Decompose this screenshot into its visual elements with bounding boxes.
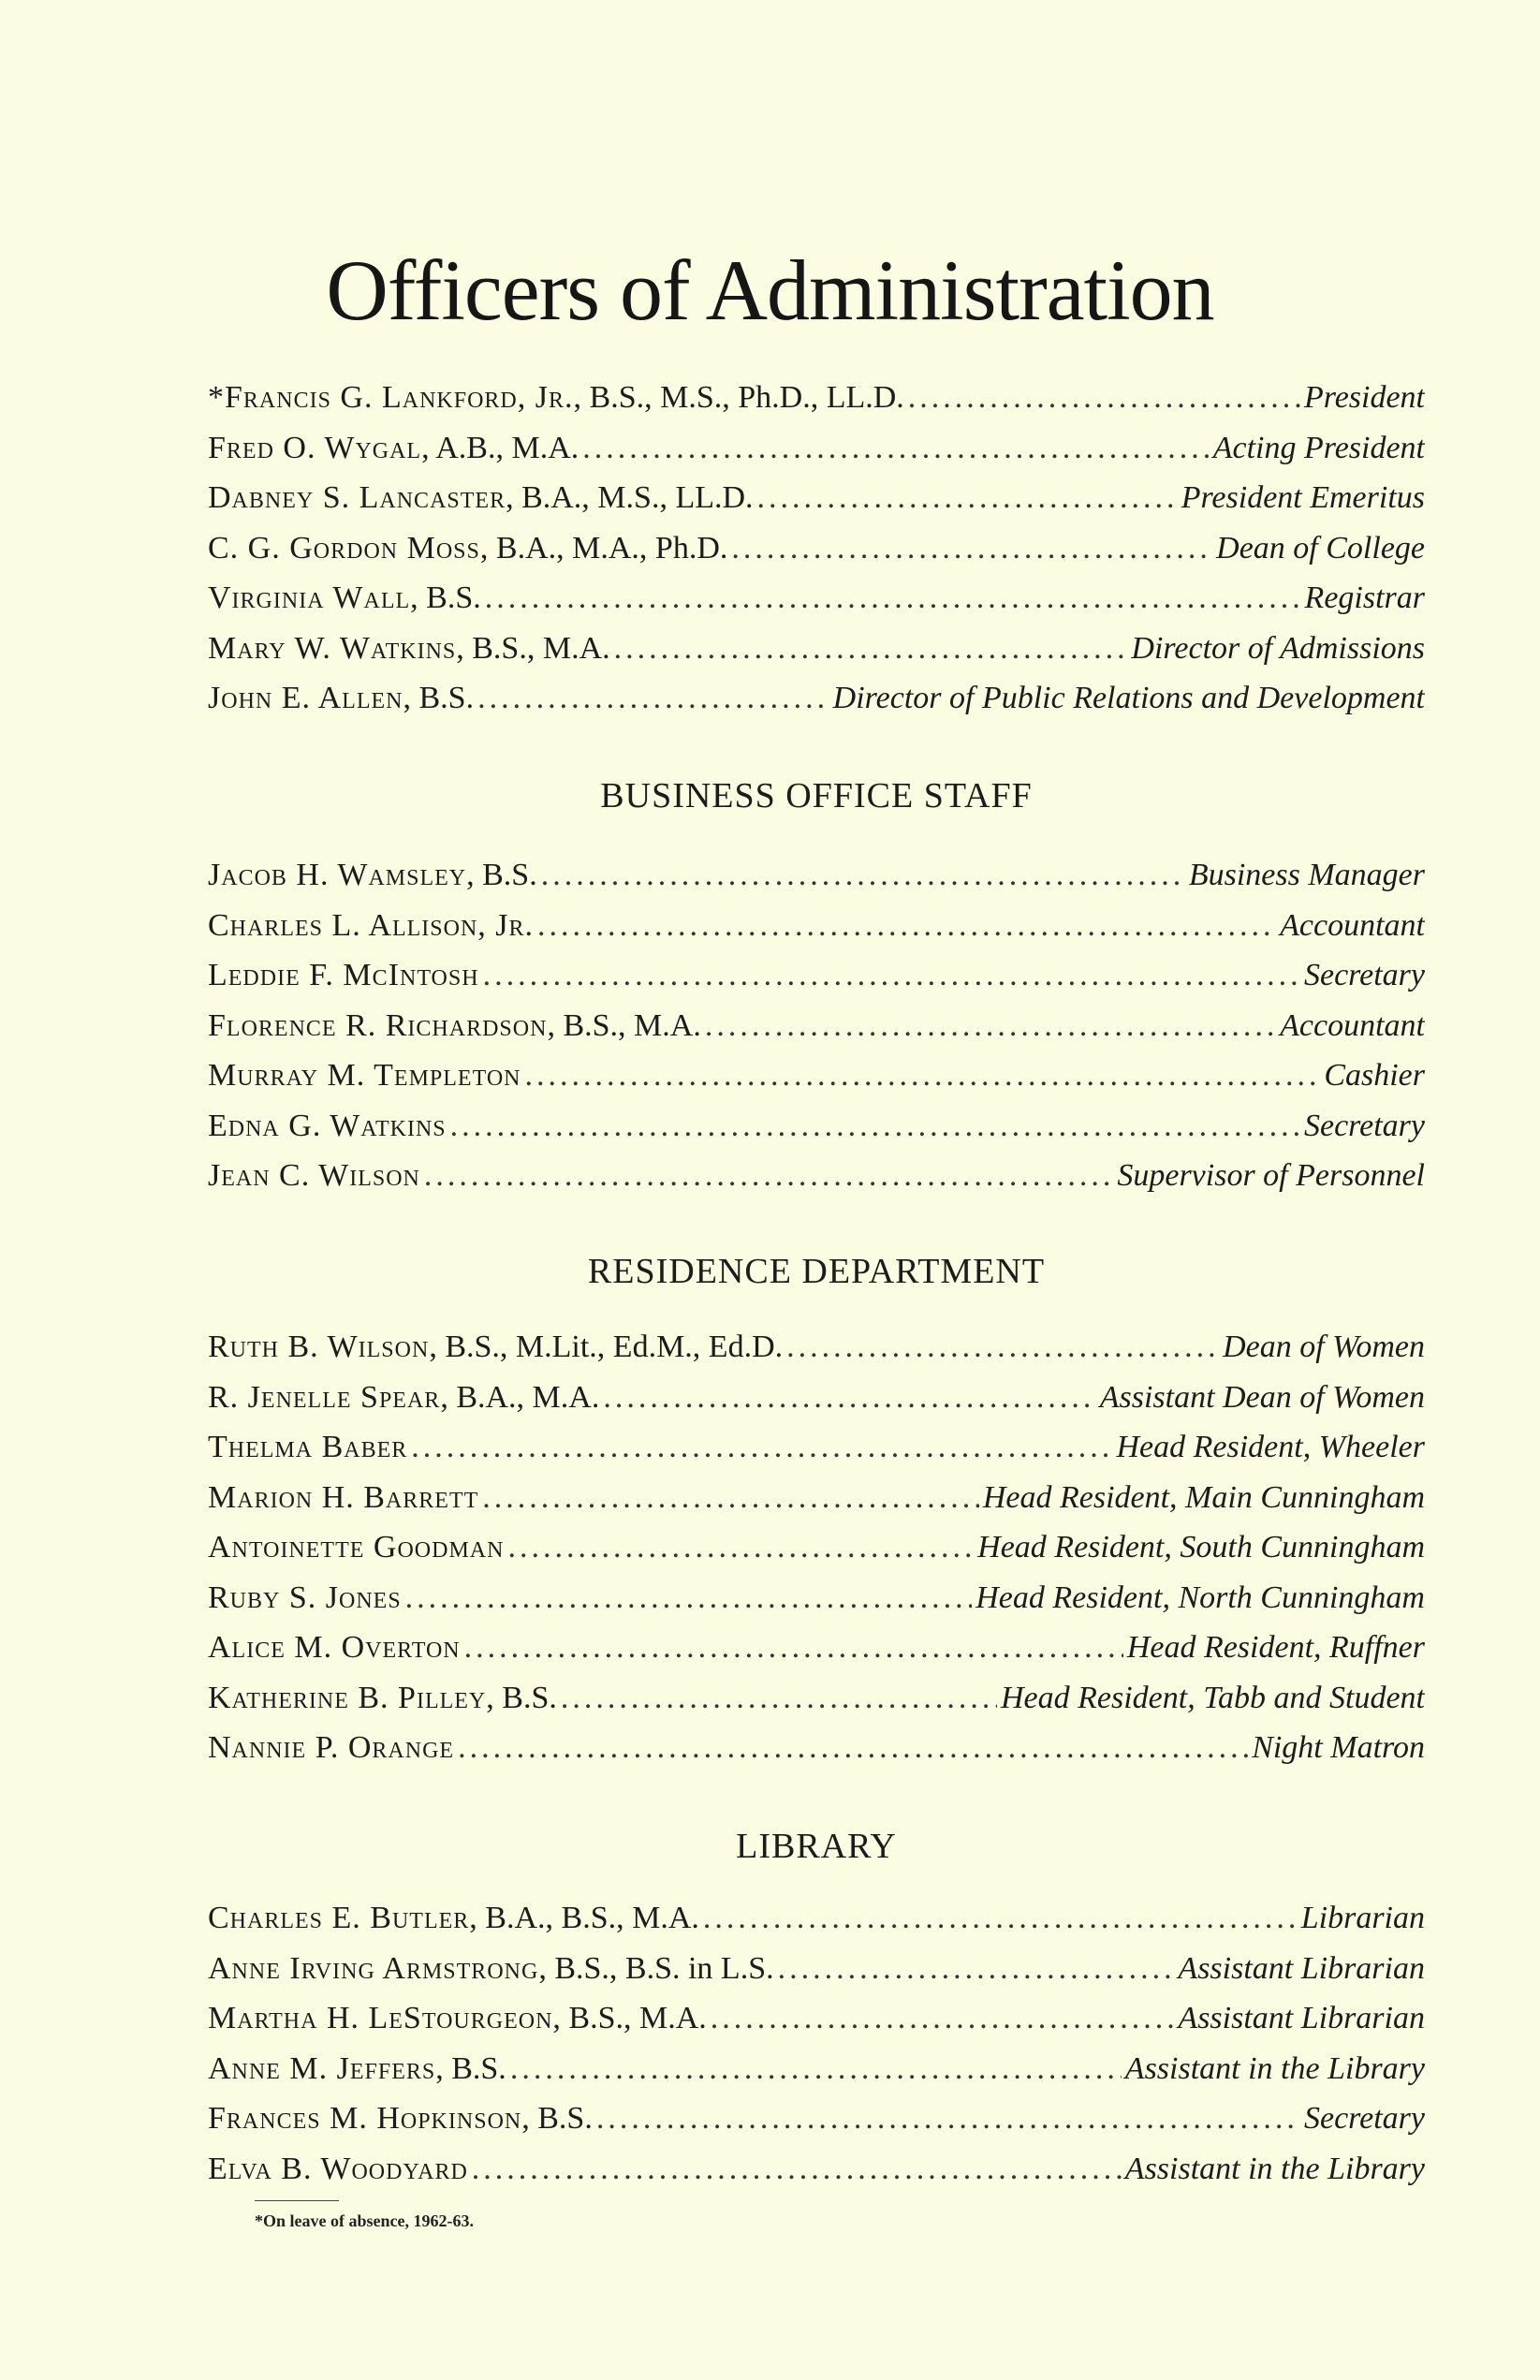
person-name: Jacob H. Wamsley [208, 858, 467, 892]
person-degrees: , B.S., M.S., Ph.D., LL.D. [573, 380, 904, 415]
person-name: Elva B. Woodyard [208, 2151, 468, 2186]
person-role: Dean of College [1216, 530, 1425, 566]
person-name: Ruby S. Jones [208, 1579, 402, 1615]
person-degrees: , B.S., M.A. [552, 2001, 707, 2035]
list-item [208, 850, 1425, 901]
list-item [208, 1373, 1425, 1423]
person-role: Head Resident, Main Cunningham [982, 1479, 1425, 1515]
list-item [208, 2144, 1425, 2195]
person-name: Anne Irving Armstrong [208, 1950, 539, 1986]
person-role: Secretary [1303, 958, 1425, 992]
dot-leader [603, 1373, 1095, 1423]
dot-leader [711, 1993, 1175, 2044]
dot-leader [786, 1322, 1219, 1373]
dot-leader [464, 1623, 1123, 1673]
dot-leader [757, 473, 1178, 523]
person-name: Katherine B. Pilley [208, 1680, 487, 1715]
person-name: Frances M. Hopkinson [208, 2101, 522, 2136]
person-degrees: , B.A., M.S., LL.D. [506, 480, 754, 515]
person-name: Mary W. Watkins [208, 630, 457, 666]
person-role: Dean of Women [1223, 1330, 1425, 1364]
person-role: Night Matron [1252, 1730, 1425, 1765]
person-name: Florence R. Richardson [208, 1007, 548, 1043]
dot-leader [614, 624, 1128, 674]
dot-leader [778, 1944, 1175, 1994]
page-title: Officers of Administration [326, 242, 1214, 338]
dot-leader [731, 523, 1212, 574]
person-role: Supervisor of Personnel [1117, 1158, 1425, 1193]
person-role: President Emeritus [1181, 480, 1425, 515]
person-role: Assistant Librarian [1178, 2001, 1425, 2035]
dot-leader [582, 423, 1209, 474]
section-heading-library: LIBRARY [736, 1827, 897, 1866]
person-degrees: , B.S., B.S. in L.S. [538, 1950, 774, 1986]
person-role: Assistant Dean of Women [1099, 1379, 1425, 1415]
person-name: Murray M. Templeton [208, 1058, 521, 1093]
person-name: Charles E. Butler [208, 1901, 470, 1935]
list-item [208, 1944, 1425, 1994]
person-role: Director of Public Relations and Development [832, 681, 1425, 715]
list-item [208, 950, 1425, 1001]
list-item [208, 624, 1425, 674]
dot-leader [450, 1101, 1300, 1152]
person-degrees: , A.B., M.A. [421, 430, 579, 465]
list-item [208, 1723, 1425, 1773]
list-item [208, 1322, 1425, 1373]
residence-list [208, 1322, 1425, 1773]
dot-leader [561, 1673, 997, 1724]
section-heading-residence: RESIDENCE DEPARTMENT [587, 1252, 1046, 1291]
list-item [208, 1993, 1425, 2044]
person-role: Acting President [1212, 430, 1425, 465]
person-degrees: , B.S., M.A. [456, 630, 610, 666]
list-item [208, 1473, 1425, 1523]
dot-leader [424, 1151, 1113, 1201]
person-degrees: , B.S., M.A. [547, 1007, 701, 1043]
person-role: Librarian [1300, 1901, 1425, 1935]
dot-leader [703, 1893, 1298, 1944]
list-item [208, 573, 1425, 624]
list-item [208, 673, 1425, 724]
person-name: Thelma Baber [208, 1430, 408, 1464]
person-name: Edna G. Watkins [208, 1108, 447, 1143]
person-role: Head Resident, North Cunningham [975, 1579, 1425, 1615]
person-name: Martha H. LeStourgeon [208, 2001, 553, 2035]
dot-leader [472, 2144, 1122, 2195]
list-item [208, 1001, 1425, 1051]
person-degrees: , B.S. [521, 2101, 593, 2136]
person-role: Cashier [1324, 1058, 1425, 1093]
person-degrees: , B.A., B.S., M.A. [469, 1901, 699, 1935]
list-item [208, 523, 1425, 574]
person-role: Head Resident, Tabb and Student [1001, 1680, 1425, 1715]
person-name: Dabney S. Lancaster [208, 480, 506, 515]
person-role: Head Resident, South Cunningham [977, 1530, 1425, 1565]
person-role: Assistant Librarian [1178, 1950, 1425, 1986]
dot-leader [524, 1050, 1320, 1101]
person-name: Fred O. Wygal [208, 430, 422, 465]
person-name: Marion H. Barrett [208, 1479, 479, 1515]
list-item [208, 373, 1425, 423]
dot-leader [458, 1723, 1248, 1773]
list-item [208, 423, 1425, 474]
person-degrees: , B.A., M.A., Ph.D. [479, 530, 728, 566]
list-item [208, 1101, 1425, 1152]
list-item [208, 1151, 1425, 1201]
dot-leader [596, 2094, 1300, 2144]
person-role: Head Resident, Ruffner [1126, 1630, 1425, 1665]
person-degrees: , B.S. [486, 1680, 557, 1715]
person-name: Anne M. Jeffers [208, 2050, 436, 2086]
person-degrees: , B.S. [410, 580, 481, 615]
dot-leader [485, 573, 1301, 624]
dot-leader [405, 1573, 973, 1623]
dot-leader [510, 2044, 1122, 2094]
person-name: John E. Allen [208, 681, 403, 715]
list-item [208, 1522, 1425, 1573]
person-role: President [1303, 380, 1425, 415]
person-name: Leddie F. McIntosh [208, 958, 479, 992]
person-role: Head Resident, Wheeler [1116, 1430, 1425, 1464]
dot-leader [541, 850, 1185, 901]
person-role: Secretary [1303, 1108, 1425, 1143]
list-item [208, 1893, 1425, 1944]
footnote: *On leave of absence, 1962-63. [255, 2211, 474, 2230]
person-role: Secretary [1303, 2101, 1425, 2136]
person-degrees: , B.S. [403, 681, 475, 715]
dot-leader [537, 901, 1276, 951]
dot-leader [477, 673, 829, 724]
dot-leader [411, 1422, 1112, 1473]
officers-list [208, 373, 1425, 724]
dot-leader [908, 373, 1300, 423]
dot-leader [483, 950, 1300, 1001]
footnote-rule [255, 2200, 339, 2201]
person-role: Accountant [1280, 1007, 1425, 1043]
person-name: Ruth B. Wilson [208, 1330, 430, 1364]
person-degrees: , B.S. [466, 858, 537, 892]
list-item [208, 1673, 1425, 1724]
person-role: Registrar [1304, 580, 1425, 615]
person-role: Assistant in the Library [1124, 2151, 1425, 2186]
list-item [208, 2044, 1425, 2094]
person-degrees: , B.A., M.A. [440, 1379, 600, 1415]
person-name: C. G. Gordon Moss [208, 530, 480, 566]
person-name: Alice M. Overton [208, 1630, 461, 1665]
person-name: Jean C. Wilson [208, 1158, 420, 1193]
business-office-list [208, 850, 1425, 1201]
dot-leader [705, 1001, 1276, 1051]
list-item [208, 1573, 1425, 1623]
section-heading-business-office: BUSINESS OFFICE STAFF [600, 776, 1033, 815]
person-degrees: , B.S. [435, 2050, 506, 2086]
dot-leader [507, 1522, 974, 1573]
list-item [208, 1623, 1425, 1673]
person-name: R. Jenelle Spear [208, 1379, 441, 1415]
list-item [208, 1422, 1425, 1473]
person-degrees: , B.S., M.Lit., Ed.M., Ed.D. [429, 1330, 784, 1364]
list-item [208, 901, 1425, 951]
library-list [208, 1893, 1425, 2194]
person-name: Antoinette Goodman [208, 1530, 505, 1565]
person-role: Assistant in the Library [1124, 2050, 1425, 2086]
person-name: Nannie P. Orange [208, 1730, 455, 1765]
person-role: Business Manager [1188, 858, 1425, 892]
dot-leader [482, 1473, 979, 1523]
person-role: Director of Admissions [1131, 630, 1425, 666]
person-name: *Francis G. Lankford, Jr. [208, 380, 574, 415]
person-name: Charles L. Allison, Jr. [208, 907, 535, 943]
list-item [208, 1050, 1425, 1101]
person-role: Accountant [1280, 907, 1425, 943]
person-name: Virginia Wall [208, 580, 411, 615]
list-item [208, 473, 1425, 523]
list-item [208, 2094, 1425, 2144]
